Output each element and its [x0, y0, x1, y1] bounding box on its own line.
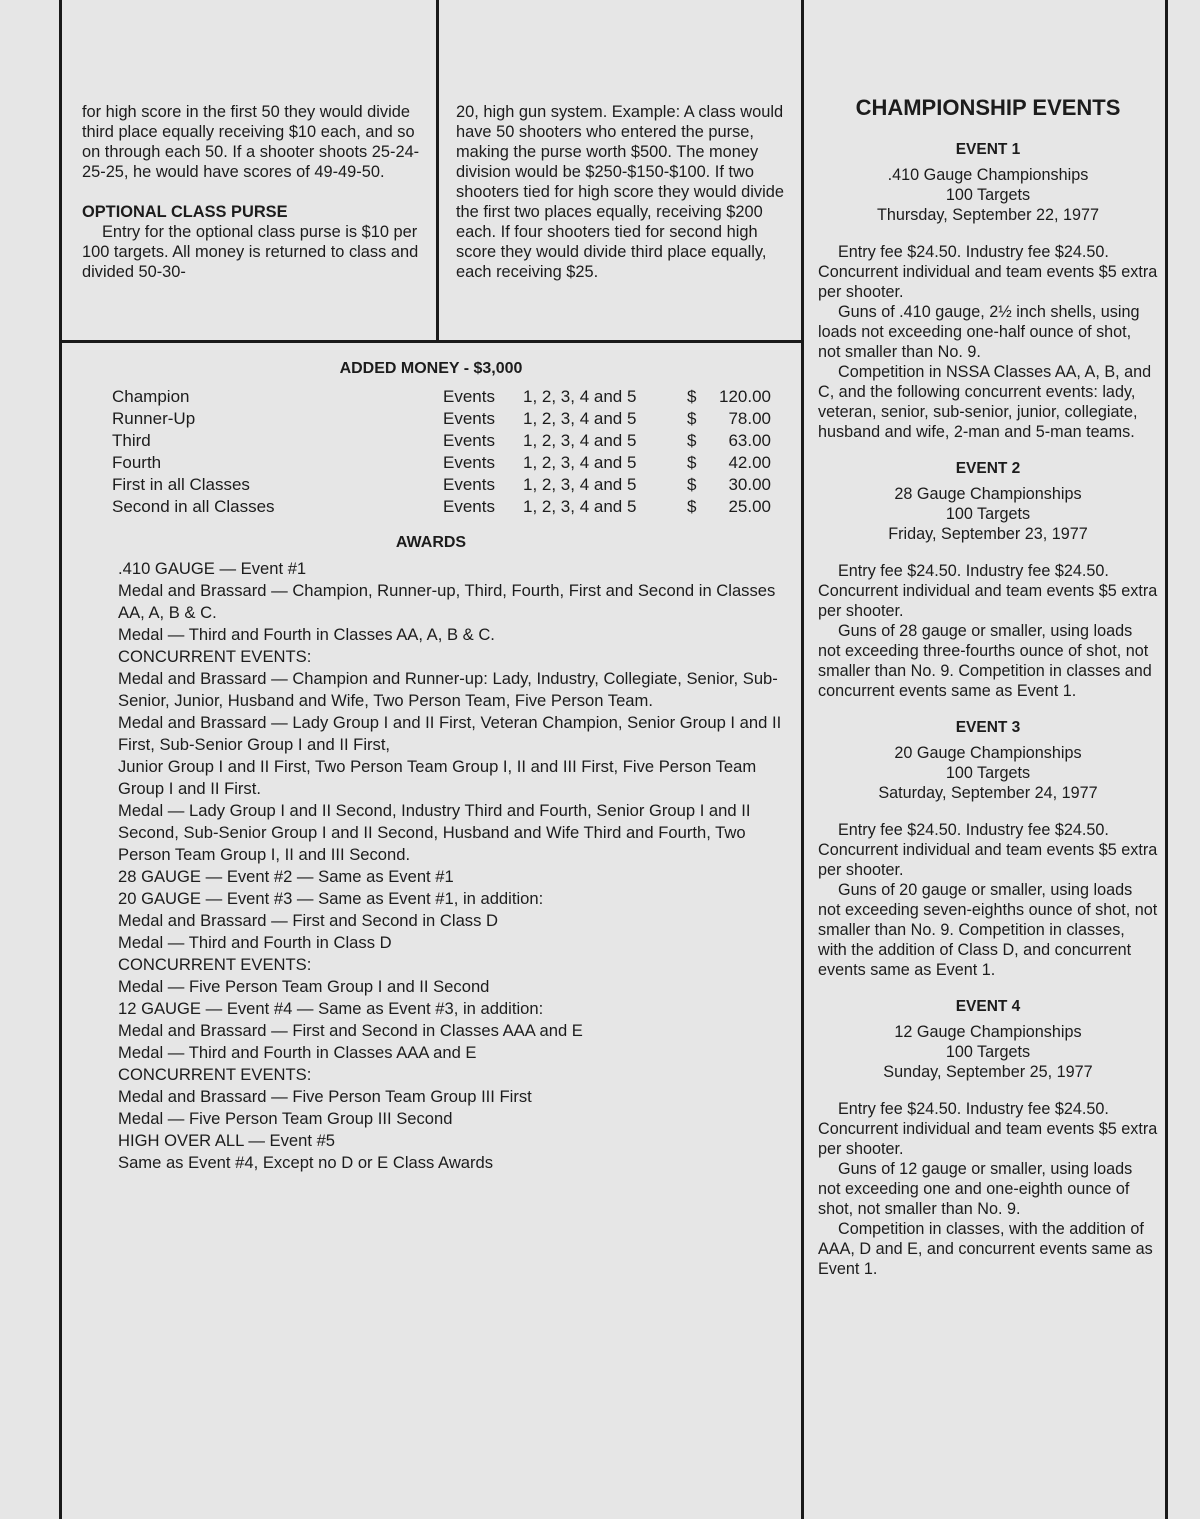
- dollar-sign: $: [687, 431, 697, 450]
- event-2-date: Friday, September 23, 1977: [888, 525, 1088, 543]
- gauge-20-line2: Medal — Third and Fourth in Class D: [118, 933, 392, 952]
- awards-section: [62, 343, 800, 1174]
- gauge-28-line: 28 GAUGE — Event #2 — Same as Event #1: [118, 867, 454, 886]
- prize-name: Second in all Classes: [112, 497, 275, 516]
- events-label: Events: [443, 387, 495, 406]
- events-label: Events: [443, 475, 495, 494]
- high-gun-paragraph: 20, high gun system. Example: A class would have 50 shooters who entered the purse, making the purse worth $500. The money division would be $250-$150-$100. If two shooters tied for high score they would divide the first two places equally, receiving $200 each. If four shooters tied for second high score they would divide third place equally, each receiving $25.: [456, 103, 784, 281]
- prize-name: Champion: [112, 387, 190, 406]
- events-label: Events: [443, 453, 495, 472]
- concurrent-events-heading-1: CONCURRENT EVENTS:: [118, 647, 312, 666]
- event-1-guns: Guns of .410 gauge, 2½ inch shells, using loads not exceeding one-half ounce of shot, not smaller than No. 9.: [818, 303, 1140, 361]
- gauge-410-line2: Medal — Third and Fourth in Classes AA, A, B & C.: [118, 625, 495, 644]
- events-numbers: 1, 2, 3, 4 and 5: [523, 475, 637, 494]
- optional-class-purse-text: Entry for the optional class purse is $10 per 100 targets. All money is returned to class and divided 50-30-: [82, 223, 419, 281]
- added-money-table: [112, 386, 771, 518]
- dollar-sign: $: [687, 497, 697, 516]
- concurrent-3-line2: Medal — Five Person Team Group III Second: [118, 1109, 453, 1128]
- concurrent-2-line1: Medal — Five Person Team Group I and II Second: [118, 977, 490, 996]
- event-3-date: Saturday, September 24, 1977: [878, 784, 1098, 802]
- gauge-12-line2: Medal — Third and Fourth in Classes AAA and E: [118, 1043, 477, 1062]
- added-money-row: [112, 474, 771, 496]
- right-column-divider: [801, 0, 804, 1519]
- event-1-date: Thursday, September 22, 1977: [877, 206, 1099, 224]
- event-2-heading: EVENT 2: [955, 460, 1021, 477]
- top-middle-column: [456, 102, 786, 282]
- added-money-row: [112, 430, 771, 452]
- event-2-fees: Entry fee $24.50. Industry fee $24.50. Concurrent individual and team events $5 extra per shooter.: [818, 562, 1158, 620]
- added-money-row: [112, 408, 771, 430]
- awards-title: AWARDS: [395, 534, 467, 551]
- added-money-row: [112, 452, 771, 474]
- added-money-row: [112, 386, 771, 408]
- prize-name: Runner-Up: [112, 409, 196, 428]
- events-numbers: 1, 2, 3, 4 and 5: [523, 453, 637, 472]
- event-4-guns: Guns of 12 gauge or smaller, using loads not exceeding one and one-eighth ounce of shot, not smaller than No. 9.: [818, 1160, 1133, 1218]
- gauge-12-heading: 12 GAUGE — Event #4 — Same as Event #3, in addition:: [118, 999, 544, 1018]
- prize-name: Third: [112, 431, 151, 450]
- added-money-row: [112, 496, 771, 518]
- event-1-title: .410 Gauge Championships: [887, 166, 1089, 184]
- event-1: [818, 140, 1158, 442]
- prize-amount: 78.00: [728, 409, 771, 428]
- prize-amount: 30.00: [728, 475, 771, 494]
- event-2-targets: 100 Targets: [945, 505, 1031, 523]
- dollar-sign: $: [687, 453, 697, 472]
- events-numbers: 1, 2, 3, 4 and 5: [523, 387, 637, 406]
- championship-events-column: [818, 95, 1158, 1279]
- event-3-heading: EVENT 3: [955, 719, 1021, 736]
- event-4-title: 12 Gauge Championships: [894, 1023, 1082, 1041]
- event-3-guns: Guns of 20 gauge or smaller, using loads not exceeding seven-eighths ounce of shot, not smaller than No. 9. Competition in classes, with the addition of Class D, and concurrent events same as Event 1.: [818, 881, 1158, 979]
- event-3-targets: 100 Targets: [945, 764, 1031, 782]
- events-numbers: 1, 2, 3, 4 and 5: [523, 497, 637, 516]
- dollar-sign: $: [687, 409, 697, 428]
- event-1-heading: EVENT 1: [955, 141, 1021, 158]
- event-4-date: Sunday, September 25, 1977: [883, 1063, 1093, 1081]
- concurrent-1-line2b: Junior Group I and II First, Two Person Team Group I, II and III First, Five Person Team Group I and II First.: [118, 757, 757, 798]
- dollar-sign: $: [687, 387, 697, 406]
- optional-class-purse-heading: OPTIONAL CLASS PURSE: [82, 203, 288, 221]
- events-numbers: 1, 2, 3, 4 and 5: [523, 431, 637, 450]
- gauge-410-heading: .410 GAUGE — Event #1: [118, 559, 307, 578]
- event-3: [818, 718, 1158, 980]
- prize-name: First in all Classes: [112, 475, 250, 494]
- gauge-20-heading: 20 GAUGE — Event #3 — Same as Event #1, in addition:: [118, 889, 544, 908]
- awards-list: [118, 558, 788, 1174]
- prize-name: Fourth: [112, 453, 162, 472]
- concurrent-events-heading-3: CONCURRENT EVENTS:: [118, 1065, 312, 1084]
- column-divider-top: [436, 0, 439, 340]
- concurrent-1-line2a: Medal and Brassard — Lady Group I and II First, Veteran Champion, Senior Group I and II First, Sub-Senior Group I and II First,: [118, 713, 782, 754]
- event-1-targets: 100 Targets: [945, 186, 1031, 204]
- high-over-all-heading: HIGH OVER ALL — Event #5: [118, 1131, 336, 1150]
- concurrent-1-line1: Medal and Brassard — Champion and Runner-up: Lady, Industry, Collegiate, Senior, Sub-Senior, Junior, Husband and Wife, Two Person Team, Five Person Team.: [118, 669, 778, 710]
- added-money-title: ADDED MONEY - $3,000: [339, 360, 523, 377]
- event-4-heading: EVENT 4: [955, 998, 1021, 1015]
- purse-paragraph: for high score in the first 50 they would divide third place equally receiving $10 each, and so on through each 50. If a shooter shoots 25-24-25-25, he would have scores of 49-49-50.: [82, 103, 420, 181]
- high-over-all-line1: Same as Event #4, Except no D or E Class Awards: [118, 1153, 494, 1172]
- event-4-competition: Competition in classes, with the addition of AAA, D and E, and concurrent events same as Event 1.: [818, 1220, 1153, 1278]
- gauge-20-line1: Medal and Brassard — First and Second in Class D: [118, 911, 498, 930]
- concurrent-events-heading-2: CONCURRENT EVENTS:: [118, 955, 312, 974]
- right-border: [1165, 0, 1168, 1519]
- event-2-title: 28 Gauge Championships: [894, 485, 1082, 503]
- event-2: [818, 459, 1158, 701]
- gauge-410-line1: Medal and Brassard — Champion, Runner-up, Third, Fourth, First and Second in Classes AA, A, B & C.: [118, 581, 776, 622]
- concurrent-3-line1: Medal and Brassard — Five Person Team Group III First: [118, 1087, 532, 1106]
- dollar-sign: $: [687, 475, 697, 494]
- gauge-12-line1: Medal and Brassard — First and Second in Classes AAA and E: [118, 1021, 583, 1040]
- prize-amount: 63.00: [728, 431, 771, 450]
- events-numbers: 1, 2, 3, 4 and 5: [523, 409, 637, 428]
- events-label: Events: [443, 431, 495, 450]
- top-left-column: [82, 102, 420, 282]
- events-label: Events: [443, 409, 495, 428]
- event-1-fees: Entry fee $24.50. Industry fee $24.50. Concurrent individual and team events $5 extra per shooter.: [818, 243, 1158, 301]
- events-label: Events: [443, 497, 495, 516]
- prize-amount: 42.00: [728, 453, 771, 472]
- prize-amount: 120.00: [719, 387, 771, 406]
- championship-events-title: CHAMPIONSHIP EVENTS: [855, 95, 1121, 120]
- concurrent-1-line3: Medal — Lady Group I and II Second, Industry Third and Fourth, Senior Group I and II Second, Sub-Senior Group I and II Second, Husband and Wife Third and Fourth, Two Person Team Group I, II and III Second.: [118, 801, 751, 864]
- event-2-guns: Guns of 28 gauge or smaller, using loads not exceeding three-fourths ounce of shot, not smaller than No. 9. Competition in classes and concurrent events same as Event 1.: [818, 622, 1152, 700]
- event-1-competition: Competition in NSSA Classes AA, A, B, and C, and the following concurrent events: lady, veteran, senior, sub-senior, junior, collegiate, husband and wife, 2-man and 5-man teams.: [818, 363, 1152, 441]
- prize-amount: 25.00: [728, 497, 771, 516]
- event-3-fees: Entry fee $24.50. Industry fee $24.50. Concurrent individual and team events $5 extra per shooter.: [818, 821, 1158, 879]
- event-4-fees: Entry fee $24.50. Industry fee $24.50. Concurrent individual and team events $5 extra per shooter.: [818, 1100, 1158, 1158]
- event-4-targets: 100 Targets: [945, 1043, 1031, 1061]
- event-3-title: 20 Gauge Championships: [894, 744, 1082, 762]
- event-4: [818, 997, 1158, 1279]
